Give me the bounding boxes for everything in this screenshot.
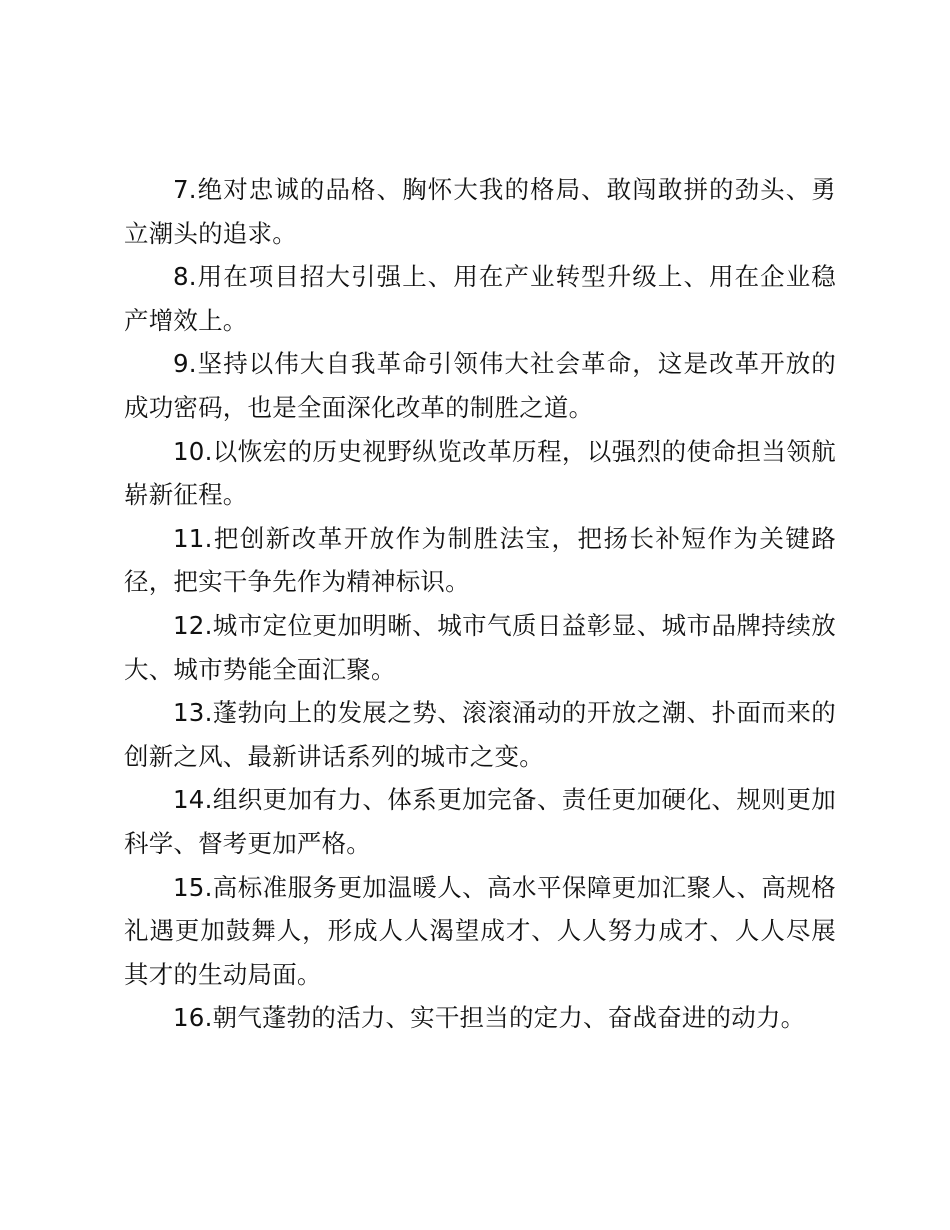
paragraph-8: 8.用在项目招大引强上、用在产业转型升级上、用在企业稳产增效上。 <box>124 262 836 335</box>
paragraph-10: 10.以恢宏的历史视野纵览改革历程，以强烈的使命担当领航崭新征程。 <box>124 436 836 510</box>
paragraph-14: 14.组织更加有力、体系更加完备、责任更加硬化、规则更加科学、督考更加严格。 <box>124 785 836 858</box>
paragraph-7: 7.绝对忠诚的品格、胸怀大我的格局、敢闯敢拼的劲头、勇立潮头的追求。 <box>124 175 836 248</box>
paragraph-16: 16.朝气蓬勃的活力、实干担当的定力、奋战奋进的动力。 <box>173 1003 806 1033</box>
paragraph-9: 9.坚持以伟大自我革命引领伟大社会革命，这是改革开放的成功密码，也是全面深化改革的制胜之道。 <box>124 349 836 422</box>
paragraph-11: 11.把创新改革开放作为制胜法宝，把扬长补短作为关键路径，把实干争先作为精神标识。 <box>124 523 836 597</box>
paragraph-15: 15.高标准服务更加温暖人、高水平保障更加汇聚人、高规格礼遇更加鼓舞人，形成人人渴望成才、人人努力成才、人人尽展其才的生动局面。 <box>124 872 836 989</box>
paragraph-12: 12.城市定位更加明晰、城市气质日益彰显、城市品牌持续放大、城市势能全面汇聚。 <box>124 610 836 684</box>
paragraph-13: 13.蓬勃向上的发展之势、滚滚涌动的开放之潮、扑面而来的创新之风、最新讲话系列的城市之变。 <box>124 698 836 771</box>
document-body <box>124 168 836 1040</box>
